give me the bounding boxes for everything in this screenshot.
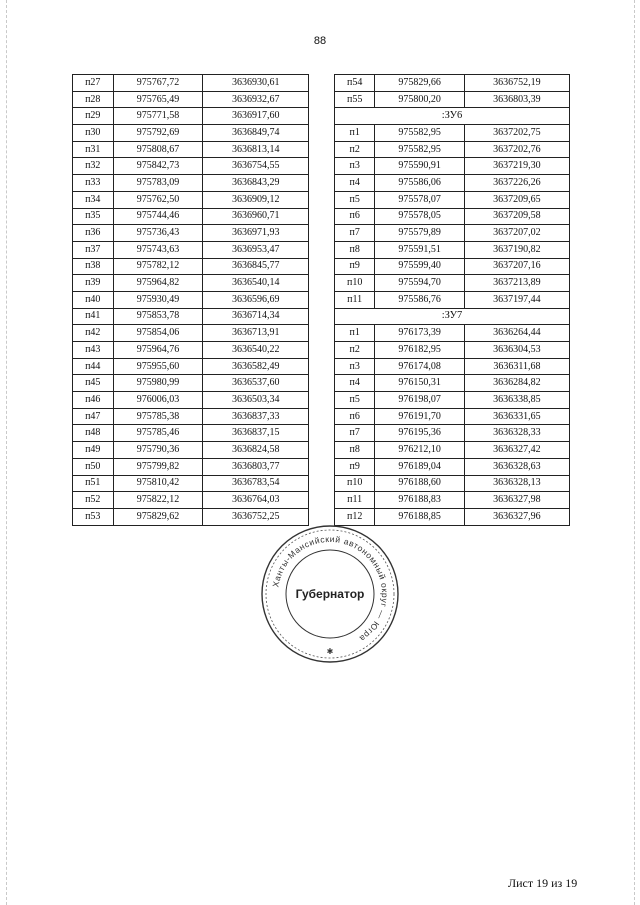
point-id-cell: п32 (73, 158, 114, 175)
x-coordinate-cell: 976212,10 (375, 442, 465, 459)
x-coordinate-cell: 975955,60 (113, 358, 203, 375)
point-id-cell: п2 (335, 342, 375, 359)
table-row (73, 75, 309, 92)
table-row (73, 175, 309, 192)
point-id-cell: п41 (73, 308, 114, 325)
y-coordinate-cell: 3636909,12 (203, 191, 309, 208)
x-coordinate-cell: 975808,67 (113, 141, 203, 158)
x-coordinate-cell: 975771,58 (113, 108, 203, 125)
table-row (73, 325, 309, 342)
y-coordinate-cell: 3636328,13 (464, 475, 569, 492)
table-row (335, 408, 570, 425)
x-coordinate-cell: 975762,50 (113, 191, 203, 208)
point-id-cell: п9 (335, 258, 375, 275)
table-row (335, 458, 570, 475)
point-id-cell: п45 (73, 375, 114, 392)
table-row (73, 342, 309, 359)
y-coordinate-cell: 3637209,65 (464, 191, 569, 208)
table-row (73, 158, 309, 175)
point-id-cell: п52 (73, 492, 114, 509)
point-id-cell: п10 (335, 475, 375, 492)
y-coordinate-cell: 3637202,76 (464, 141, 569, 158)
x-coordinate-cell: 975964,76 (113, 342, 203, 359)
point-id-cell: п36 (73, 225, 114, 242)
x-coordinate-cell: 976189,04 (375, 458, 465, 475)
section-row (335, 308, 570, 325)
seal-star-icon: ✱ (326, 647, 334, 656)
table-row (73, 141, 309, 158)
x-coordinate-cell: 976195,36 (375, 425, 465, 442)
table-row (335, 475, 570, 492)
x-coordinate-cell: 976173,39 (375, 325, 465, 342)
x-coordinate-cell: 976150,31 (375, 375, 465, 392)
x-coordinate-cell: 975782,12 (113, 258, 203, 275)
point-id-cell: п40 (73, 291, 114, 308)
section-row (335, 108, 570, 125)
governor-seal (259, 523, 401, 665)
table-row (73, 392, 309, 409)
table-row (73, 91, 309, 108)
x-coordinate-cell: 975579,89 (375, 225, 465, 242)
y-coordinate-cell: 3636843,29 (203, 175, 309, 192)
y-coordinate-cell: 3636803,77 (203, 458, 309, 475)
y-coordinate-cell: 3636327,98 (464, 492, 569, 509)
y-coordinate-cell: 3636327,42 (464, 442, 569, 459)
y-coordinate-cell: 3637213,89 (464, 275, 569, 292)
coordinates-table-right (334, 74, 570, 526)
x-coordinate-cell: 975854,06 (113, 325, 203, 342)
y-coordinate-cell: 3636327,96 (464, 508, 569, 525)
table-row (335, 75, 570, 92)
x-coordinate-cell: 976174,08 (375, 358, 465, 375)
y-coordinate-cell: 3636953,47 (203, 241, 309, 258)
x-coordinate-cell: 976188,60 (375, 475, 465, 492)
x-coordinate-cell: 976188,83 (375, 492, 465, 509)
point-id-cell: п11 (335, 492, 375, 509)
table-row (335, 225, 570, 242)
point-id-cell: п54 (335, 75, 375, 92)
x-coordinate-cell: 975853,78 (113, 308, 203, 325)
y-coordinate-cell: 3637226,26 (464, 175, 569, 192)
point-id-cell: п46 (73, 392, 114, 409)
table-row (335, 325, 570, 342)
point-id-cell: п37 (73, 241, 114, 258)
x-coordinate-cell: 975799,82 (113, 458, 203, 475)
x-coordinate-cell: 975743,63 (113, 241, 203, 258)
section-header: :ЗУ6 (335, 108, 570, 125)
y-coordinate-cell: 3636537,60 (203, 375, 309, 392)
x-coordinate-cell: 975582,95 (375, 125, 465, 142)
point-id-cell: п33 (73, 175, 114, 192)
table-row (73, 225, 309, 242)
x-coordinate-cell: 975578,07 (375, 191, 465, 208)
table-row (73, 208, 309, 225)
y-coordinate-cell: 3637209,58 (464, 208, 569, 225)
point-id-cell: п39 (73, 275, 114, 292)
y-coordinate-cell: 3636304,53 (464, 342, 569, 359)
y-coordinate-cell: 3637207,02 (464, 225, 569, 242)
table-row (73, 191, 309, 208)
table-row (335, 492, 570, 509)
table-row (335, 291, 570, 308)
table-row (335, 425, 570, 442)
table-row (73, 308, 309, 325)
x-coordinate-cell: 975810,42 (113, 475, 203, 492)
table-row (73, 458, 309, 475)
y-coordinate-cell: 3636540,22 (203, 342, 309, 359)
y-coordinate-cell: 3636338,85 (464, 392, 569, 409)
y-coordinate-cell: 3636845,77 (203, 258, 309, 275)
point-id-cell: п50 (73, 458, 114, 475)
point-id-cell: п1 (335, 125, 375, 142)
table-row (335, 375, 570, 392)
x-coordinate-cell: 975842,73 (113, 158, 203, 175)
x-coordinate-cell: 976191,70 (375, 408, 465, 425)
point-id-cell: п53 (73, 508, 114, 525)
point-id-cell: п6 (335, 208, 375, 225)
y-coordinate-cell: 3636503,34 (203, 392, 309, 409)
x-coordinate-cell: 975594,70 (375, 275, 465, 292)
x-coordinate-cell: 975800,20 (375, 91, 465, 108)
y-coordinate-cell: 3636917,60 (203, 108, 309, 125)
y-coordinate-cell: 3636824,58 (203, 442, 309, 459)
x-coordinate-cell: 975586,06 (375, 175, 465, 192)
table-row (73, 125, 309, 142)
seal-graphic (259, 523, 401, 665)
table-row (335, 241, 570, 258)
point-id-cell: п31 (73, 141, 114, 158)
x-coordinate-cell: 975578,05 (375, 208, 465, 225)
x-coordinate-cell: 975822,12 (113, 492, 203, 509)
y-coordinate-cell: 3637207,16 (464, 258, 569, 275)
x-coordinate-cell: 975586,76 (375, 291, 465, 308)
y-coordinate-cell: 3637202,75 (464, 125, 569, 142)
y-coordinate-cell: 3636713,91 (203, 325, 309, 342)
page-edge-right (634, 0, 635, 905)
x-coordinate-cell: 975829,66 (375, 75, 465, 92)
x-coordinate-cell: 975736,43 (113, 225, 203, 242)
point-id-cell: п43 (73, 342, 114, 359)
table-row (335, 275, 570, 292)
y-coordinate-cell: 3636783,54 (203, 475, 309, 492)
point-id-cell: п3 (335, 358, 375, 375)
y-coordinate-cell: 3636752,19 (464, 75, 569, 92)
y-coordinate-cell: 3637190,82 (464, 241, 569, 258)
point-id-cell: п34 (73, 191, 114, 208)
point-id-cell: п7 (335, 225, 375, 242)
y-coordinate-cell: 3636803,39 (464, 91, 569, 108)
y-coordinate-cell: 3636837,33 (203, 408, 309, 425)
point-id-cell: п5 (335, 191, 375, 208)
table-row (73, 258, 309, 275)
x-coordinate-cell: 975582,95 (375, 141, 465, 158)
x-coordinate-cell: 975829,62 (113, 508, 203, 525)
section-header: :ЗУ7 (335, 308, 570, 325)
point-id-cell: п12 (335, 508, 375, 525)
y-coordinate-cell: 3636284,82 (464, 375, 569, 392)
y-coordinate-cell: 3636837,15 (203, 425, 309, 442)
x-coordinate-cell: 975767,72 (113, 75, 203, 92)
point-id-cell: п8 (335, 442, 375, 459)
x-coordinate-cell: 975790,36 (113, 442, 203, 459)
y-coordinate-cell: 3636264,44 (464, 325, 569, 342)
point-id-cell: п55 (335, 91, 375, 108)
point-id-cell: п29 (73, 108, 114, 125)
point-id-cell: п27 (73, 75, 114, 92)
x-coordinate-cell: 975591,51 (375, 241, 465, 258)
x-coordinate-cell: 975930,49 (113, 291, 203, 308)
x-coordinate-cell: 975785,38 (113, 408, 203, 425)
point-id-cell: п49 (73, 442, 114, 459)
table-row (73, 358, 309, 375)
point-id-cell: п38 (73, 258, 114, 275)
point-id-cell: п51 (73, 475, 114, 492)
x-coordinate-cell: 976188,85 (375, 508, 465, 525)
point-id-cell: п4 (335, 175, 375, 192)
y-coordinate-cell: 3637219,30 (464, 158, 569, 175)
y-coordinate-cell: 3636764,03 (203, 492, 309, 509)
table-row (73, 275, 309, 292)
x-coordinate-cell: 976006,03 (113, 392, 203, 409)
table-row (335, 208, 570, 225)
table-row (73, 375, 309, 392)
point-id-cell: п3 (335, 158, 375, 175)
y-coordinate-cell: 3636328,33 (464, 425, 569, 442)
x-coordinate-cell: 975964,82 (113, 275, 203, 292)
y-coordinate-cell: 3636971,93 (203, 225, 309, 242)
x-coordinate-cell: 976198,07 (375, 392, 465, 409)
table-row (73, 442, 309, 459)
point-id-cell: п28 (73, 91, 114, 108)
x-coordinate-cell: 976182,95 (375, 342, 465, 359)
point-id-cell: п8 (335, 241, 375, 258)
point-id-cell: п7 (335, 425, 375, 442)
y-coordinate-cell: 3637197,44 (464, 291, 569, 308)
y-coordinate-cell: 3636813,14 (203, 141, 309, 158)
y-coordinate-cell: 3636714,34 (203, 308, 309, 325)
point-id-cell: п48 (73, 425, 114, 442)
page-edge-left (6, 0, 7, 905)
y-coordinate-cell: 3636311,68 (464, 358, 569, 375)
point-id-cell: п44 (73, 358, 114, 375)
table-row (73, 475, 309, 492)
seal-center-text: Губернатор (295, 587, 365, 601)
y-coordinate-cell: 3636932,67 (203, 91, 309, 108)
x-coordinate-cell: 975599,40 (375, 258, 465, 275)
table-row (73, 492, 309, 509)
point-id-cell: п11 (335, 291, 375, 308)
point-id-cell: п4 (335, 375, 375, 392)
y-coordinate-cell: 3636328,63 (464, 458, 569, 475)
point-id-cell: п9 (335, 458, 375, 475)
point-id-cell: п10 (335, 275, 375, 292)
y-coordinate-cell: 3636582,49 (203, 358, 309, 375)
x-coordinate-cell: 975980,99 (113, 375, 203, 392)
x-coordinate-cell: 975590,91 (375, 158, 465, 175)
table-row (335, 342, 570, 359)
y-coordinate-cell: 3636596,69 (203, 291, 309, 308)
point-id-cell: п35 (73, 208, 114, 225)
point-id-cell: п5 (335, 392, 375, 409)
x-coordinate-cell: 975792,69 (113, 125, 203, 142)
table-row (73, 408, 309, 425)
y-coordinate-cell: 3636849,74 (203, 125, 309, 142)
point-id-cell: п42 (73, 325, 114, 342)
x-coordinate-cell: 975765,49 (113, 91, 203, 108)
point-id-cell: п6 (335, 408, 375, 425)
y-coordinate-cell: 3636960,71 (203, 208, 309, 225)
x-coordinate-cell: 975744,46 (113, 208, 203, 225)
table-row (335, 125, 570, 142)
table-row (335, 442, 570, 459)
seal-ring-text: Ханты-Мансийский автономный округ — Югра (270, 533, 391, 644)
y-coordinate-cell: 3636331,65 (464, 408, 569, 425)
y-coordinate-cell: 3636540,14 (203, 275, 309, 292)
table-row (73, 241, 309, 258)
y-coordinate-cell: 3636930,61 (203, 75, 309, 92)
point-id-cell: п1 (335, 325, 375, 342)
table-row (73, 291, 309, 308)
table-row (335, 175, 570, 192)
coordinates-table-left (72, 74, 309, 526)
table-row (335, 358, 570, 375)
point-id-cell: п30 (73, 125, 114, 142)
y-coordinate-cell: 3636752,25 (203, 508, 309, 525)
point-id-cell: п2 (335, 141, 375, 158)
table-row (335, 392, 570, 409)
page-number: 88 (313, 35, 327, 47)
table-row (335, 141, 570, 158)
table-row (73, 108, 309, 125)
point-id-cell: п47 (73, 408, 114, 425)
x-coordinate-cell: 975785,46 (113, 425, 203, 442)
x-coordinate-cell: 975783,09 (113, 175, 203, 192)
sheet-footer: Лист 19 из 19 (508, 876, 578, 890)
table-row (335, 258, 570, 275)
y-coordinate-cell: 3636754,55 (203, 158, 309, 175)
table-row (335, 158, 570, 175)
table-row (335, 191, 570, 208)
table-row (73, 425, 309, 442)
table-row (335, 91, 570, 108)
